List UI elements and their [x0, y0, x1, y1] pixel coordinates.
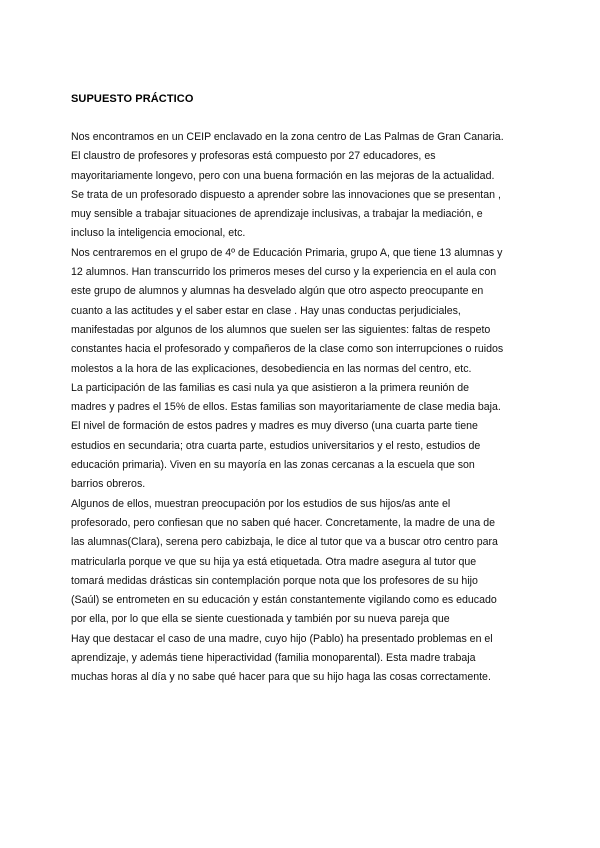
body-line: Nos encontramos en un CEIP enclavado en la zona centro de Las Palmas de Gran Canaria. — [71, 131, 504, 143]
body-line: muy sensible a trabajar situaciones de aprendizaje inclusivas, a trabajar la mediación, e — [71, 208, 483, 221]
body-line: cuanto a las actitudes y el saber estar en clase . Hay unas conductas perjudiciales, — [71, 304, 461, 317]
body-line: barrios obreros. — [71, 478, 146, 491]
body-line: molestos a la hora de las explicaciones, desobediencia en las normas del centro, etc. — [71, 362, 472, 375]
body-line: mayoritariamente longevo, pero con una buena formación en las mejoras de la actualidad. — [71, 169, 495, 182]
document-body — [71, 128, 551, 688]
body-line: por ella, por lo que ella se siente cuestionada y también por su nueva pareja que — [71, 613, 450, 626]
body-line: Hay que destacar el caso de una madre, cuyo hijo (Pablo) ha presentado problemas en el — [71, 632, 493, 645]
body-line: Nos centraremos en el grupo de 4º de Educación Primaria, grupo A, que tiene 13 alumnas y — [71, 246, 503, 259]
document-title: SUPUESTO PRÁCTICO — [71, 93, 194, 105]
body-line: estudios en secundaria; otra cuarta parte, estudios universitarios y el resto, estudios de — [71, 439, 481, 452]
body-line: 12 alumnos. Han transcurrido los primeros meses del curso y la experiencia en el aula con — [71, 266, 497, 279]
body-line: (Saúl) se entrometen en su educación y están constantemente vigilando como es educado — [71, 594, 497, 607]
body-line: manifestadas por algunos de los alumnos que suelen ser las siguientes: faltas de respeto — [71, 323, 491, 336]
body-line: educación primaria). Viven en su mayoría en las zonas cercanas a la escuela que son — [71, 459, 475, 472]
body-line: aprendizaje, y además tiene hiperactividad (familia monoparental). Esta madre trabaja — [71, 652, 476, 665]
body-line: El claustro de profesores y profesoras está compuesto por 27 educadores, es — [71, 150, 436, 163]
body-line: incluso la inteligencia emocional, etc. — [71, 227, 246, 240]
body-line: El nivel de formación de estos padres y madres es muy diverso (una cuarta parte tiene — [71, 420, 478, 433]
body-line: Algunos de ellos, muestran preocupación por los estudios de sus hijos/as ante el — [71, 497, 451, 510]
body-line: matricularla porque ve que su hija ya está etiquetada. Otra madre asegura al tutor que — [71, 555, 477, 568]
body-line: La participación de las familias es casi nula ya que asistieron a la primera reunión de — [71, 381, 470, 394]
body-line: madres y padres el 15% de ellos. Estas familias son mayoritariamente de clase media baja. — [71, 401, 501, 414]
body-line: este grupo de alumnos y alumnas ha desvelado algún que otro aspecto preocupante en — [71, 285, 484, 298]
body-line: profesorado, pero confiesan que no saben qué hacer. Concretamente, la madre de una de — [71, 516, 496, 529]
body-line: constantes hacia el profesorado y compañeros de la clase como son interrupciones o ruidos — [71, 343, 504, 356]
body-line: las alumnas(Clara), serena pero cabizbaja, le dice al tutor que va a buscar otro centro para — [71, 536, 498, 549]
body-line: muchas horas al día y no sabe qué hacer para que su hijo haga las cosas correctamente. — [71, 671, 491, 684]
body-line: tomará medidas drásticas sin contemplación porque nota que los profesores de su hijo — [71, 574, 478, 587]
body-line: Se trata de un profesorado dispuesto a aprender sobre las innovaciones que se presentan , — [71, 188, 501, 201]
